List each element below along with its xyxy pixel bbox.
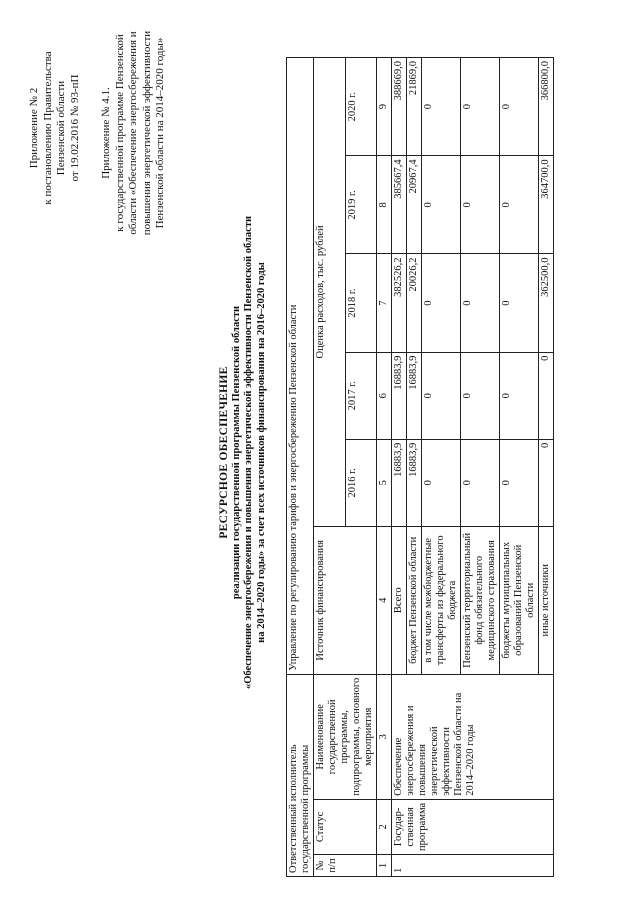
executor-row bbox=[287, 58, 314, 877]
appendix-main-header bbox=[28, 18, 82, 238]
value-cell: 16883,9 bbox=[392, 439, 407, 526]
column-number: 5 bbox=[377, 439, 392, 526]
value-cell: 0 bbox=[539, 439, 554, 526]
source-cell: Всего bbox=[392, 526, 407, 674]
value-cell: 16883,9 bbox=[407, 439, 422, 526]
value-cell: 20967,4 bbox=[407, 156, 422, 254]
value-cell: 0 bbox=[500, 156, 539, 254]
value-cell: 16883,9 bbox=[392, 352, 407, 439]
value-cell: 0 bbox=[539, 352, 554, 439]
value-cell: 366800,0 bbox=[539, 58, 554, 156]
appendix-line: повышения энергетической эффективности bbox=[140, 30, 153, 236]
value-cell: 0 bbox=[461, 156, 500, 254]
header-estimate: Оценка расходов, тыс. рублей bbox=[314, 58, 346, 527]
column-number: 6 bbox=[377, 352, 392, 439]
column-number: 2 bbox=[377, 799, 392, 854]
value-cell: 364700,0 bbox=[539, 156, 554, 254]
document-title bbox=[218, 160, 268, 745]
row-program-name: Обеспечение энергосбережения и повышения энергетической эффективности Пензенской области на 2014–2020 годы bbox=[392, 674, 554, 799]
year-cell: 2020 г. bbox=[345, 58, 377, 156]
appendix-line: к государственной программе Пензенской bbox=[113, 34, 126, 232]
column-number: 3 bbox=[377, 674, 392, 799]
header-status: Статус bbox=[314, 799, 377, 854]
table-row bbox=[392, 58, 407, 877]
appendix-line: Пензенской области bbox=[55, 80, 67, 176]
title-line-4: на 2014–2020 годы» за счет всех источников финансирования на 2016–2020 годы bbox=[255, 262, 267, 643]
value-cell: 16883,9 bbox=[407, 352, 422, 439]
title-line-2: реализации государственной программы Пензенской области bbox=[230, 305, 242, 600]
value-cell: 385667,4 bbox=[392, 156, 407, 254]
value-cell: 362500,0 bbox=[539, 254, 554, 352]
value-cell: 21869,0 bbox=[407, 58, 422, 156]
year-cell: 2018 г. bbox=[345, 254, 377, 352]
value-cell: 0 bbox=[422, 58, 461, 156]
source-cell: Пензенский территориальный фонд обязательного медицинского страхования bbox=[461, 526, 500, 674]
year-cell: 2017 г. bbox=[345, 352, 377, 439]
value-cell: 0 bbox=[500, 58, 539, 156]
executor-label: Ответственный исполнитель государственной программы bbox=[287, 674, 314, 876]
column-number: 1 bbox=[377, 855, 392, 877]
value-cell: 0 bbox=[461, 439, 500, 526]
header-source: Источник финансирования bbox=[314, 526, 377, 674]
value-cell: 0 bbox=[422, 439, 461, 526]
value-cell: 20026,2 bbox=[407, 254, 422, 352]
row-status: Государ-ственная программа bbox=[392, 799, 554, 854]
header-num: № п/п bbox=[314, 855, 377, 877]
value-cell: 0 bbox=[461, 352, 500, 439]
appendix-line: области «Обеспечение энергосбережения и bbox=[127, 31, 139, 235]
source-cell: в том числе межбюджетные трансферты из федерального бюджета bbox=[422, 526, 461, 674]
source-cell: иные источники bbox=[539, 526, 554, 674]
column-numbers-row bbox=[377, 58, 392, 877]
value-cell: 0 bbox=[500, 352, 539, 439]
header-row bbox=[314, 58, 346, 877]
header-name: Наименование государственной программы, подпрограммы, основного мероприятия bbox=[314, 674, 377, 799]
year-cell: 2016 г. bbox=[345, 439, 377, 526]
column-number: 7 bbox=[377, 254, 392, 352]
appendix-line: Приложение № 4.1. bbox=[100, 87, 112, 179]
source-cell: бюджет Пензенской области bbox=[407, 526, 422, 674]
column-number: 9 bbox=[377, 58, 392, 156]
value-cell: 0 bbox=[500, 439, 539, 526]
value-cell: 0 bbox=[422, 156, 461, 254]
row-number: 1 bbox=[392, 855, 554, 877]
appendix-line: Пензенской области на 2014–2020 годы» bbox=[154, 37, 166, 229]
appendix-line: к постановлению Правительства bbox=[41, 51, 54, 205]
column-number: 8 bbox=[377, 156, 392, 254]
title-line-1: РЕСУРСНОЕ ОБЕСПЕЧЕНИЕ bbox=[218, 366, 230, 539]
value-cell: 0 bbox=[461, 58, 500, 156]
resource-table bbox=[286, 57, 554, 877]
source-cell: бюджеты муниципальных образований Пензенской области bbox=[500, 526, 539, 674]
value-cell: 0 bbox=[500, 254, 539, 352]
year-cell: 2019 г. bbox=[345, 156, 377, 254]
title-line-3: «Обеспечение энергосбережения и повышения энергетической эффективности Пензенской области bbox=[243, 215, 254, 690]
executor-value: Управление по регулированию тарифов и энергосбережению Пензенской области bbox=[287, 58, 314, 675]
value-cell: 0 bbox=[422, 254, 461, 352]
appendix-line: Приложение № 2 bbox=[28, 87, 40, 169]
appendix-line: от 19.02.2016 № 93-пП bbox=[68, 74, 81, 182]
value-cell: 0 bbox=[461, 254, 500, 352]
value-cell: 388669,0 bbox=[392, 58, 407, 156]
appendix-sub-header bbox=[100, 18, 168, 248]
column-number: 4 bbox=[377, 526, 392, 674]
value-cell: 382526,2 bbox=[392, 254, 407, 352]
value-cell: 0 bbox=[422, 352, 461, 439]
